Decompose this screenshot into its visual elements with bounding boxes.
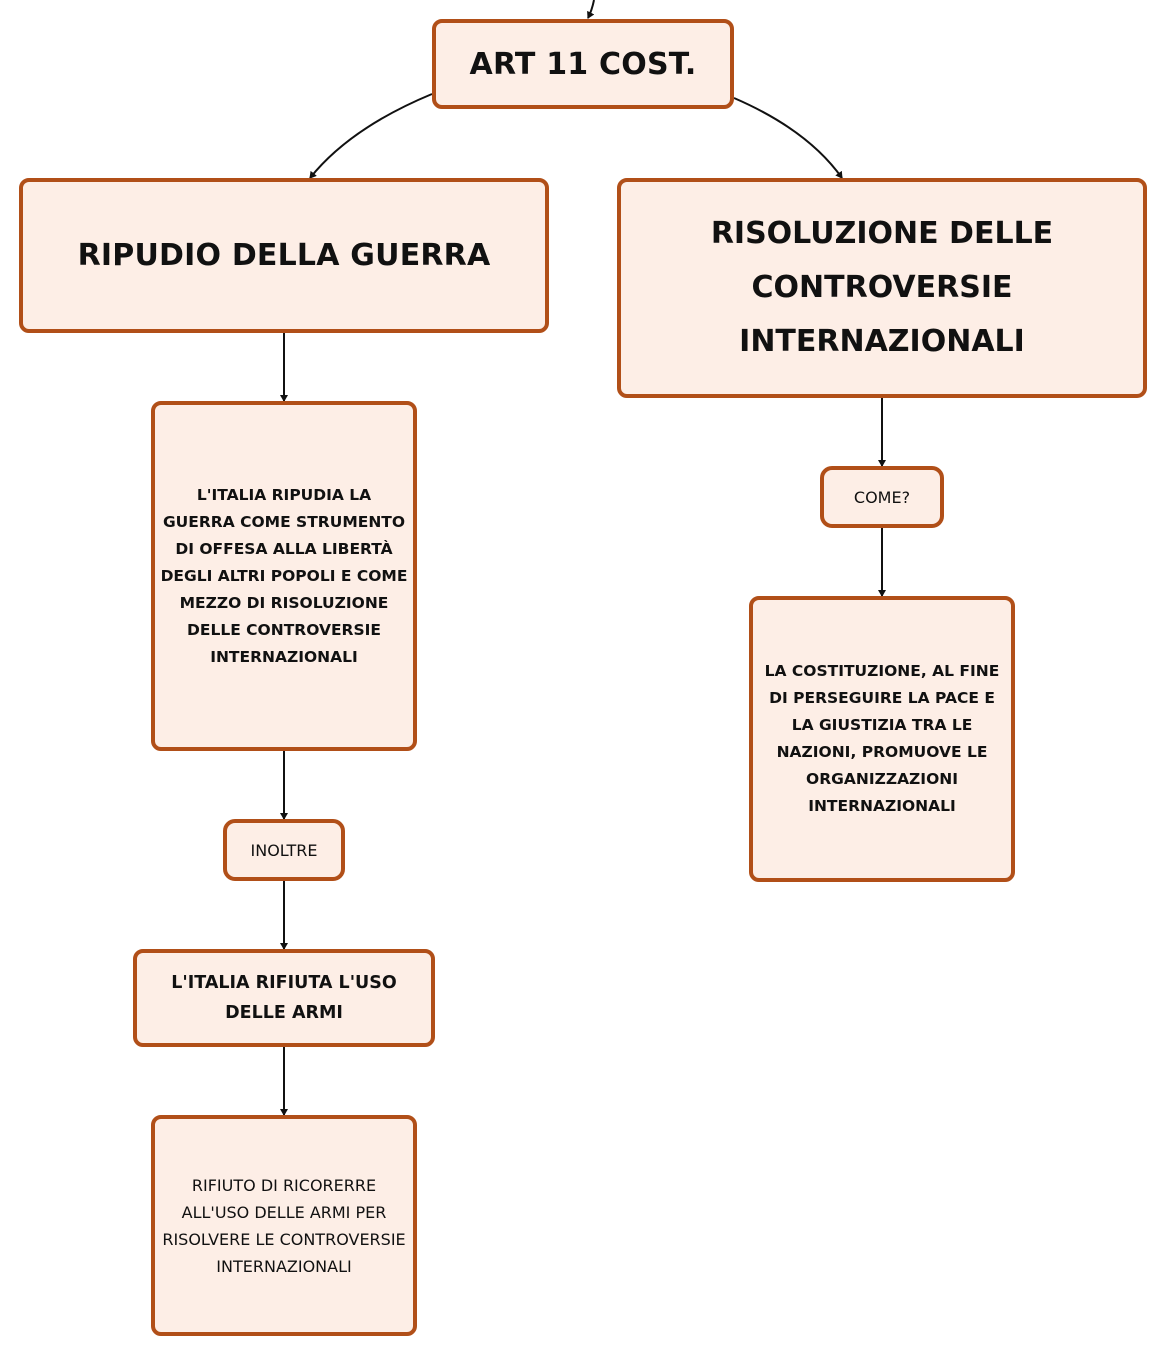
- left-connector-label-node[interactable]: [223, 819, 345, 881]
- connector-root-to-left: [310, 94, 432, 178]
- right-heading-label: RISOLUZIONE DELLE CONTROVERSIE INTERNAZIONALI: [710, 216, 1054, 359]
- left-description-label: L'ITALIA RIPUDIA LA GUERRA COME STRUMENTO DI OFFESA ALLA LIBERTÀ DEGLI ALTRI POPOLI E COME MEZZO DI RISOLUZIONE DELLE CONTROVERSIE INTERNAZIONALI: [160, 485, 408, 666]
- incoming-connector: [588, 0, 594, 18]
- left-heading-label: RIPUDIO DELLA GUERRA: [77, 238, 491, 273]
- root-node-label: ART 11 COST.: [469, 46, 697, 82]
- right-description-node[interactable]: [749, 596, 1015, 882]
- come-label: COME?: [853, 487, 911, 507]
- root-node[interactable]: [432, 19, 734, 109]
- right-connector-label-node[interactable]: [820, 466, 944, 528]
- right-description-label: LA COSTITUZIONE, AL FINE DI PERSEGUIRE LA PACE E LA GIUSTIZIA TRA LE NAZIONI, PROMUOVE LE ORGANIZZAZIONI INTERNAZIONALI: [764, 662, 1000, 815]
- left-second-node[interactable]: [133, 949, 435, 1047]
- left-third-label: RIFIUTO DI RICORERRE ALL'USO DELLE ARMI PER RISOLVERE LE CONTROVERSIE INTERNAZIONALI: [162, 1175, 406, 1276]
- left-description-node[interactable]: [151, 401, 417, 751]
- right-heading-node[interactable]: [617, 178, 1147, 398]
- left-second-label: L'ITALIA RIFIUTA L'USO DELLE ARMI: [171, 973, 397, 1023]
- left-third-node[interactable]: [151, 1115, 417, 1336]
- left-heading-node[interactable]: [19, 178, 549, 333]
- connector-root-to-right: [734, 98, 842, 178]
- inoltre-label: INOLTRE: [250, 840, 318, 860]
